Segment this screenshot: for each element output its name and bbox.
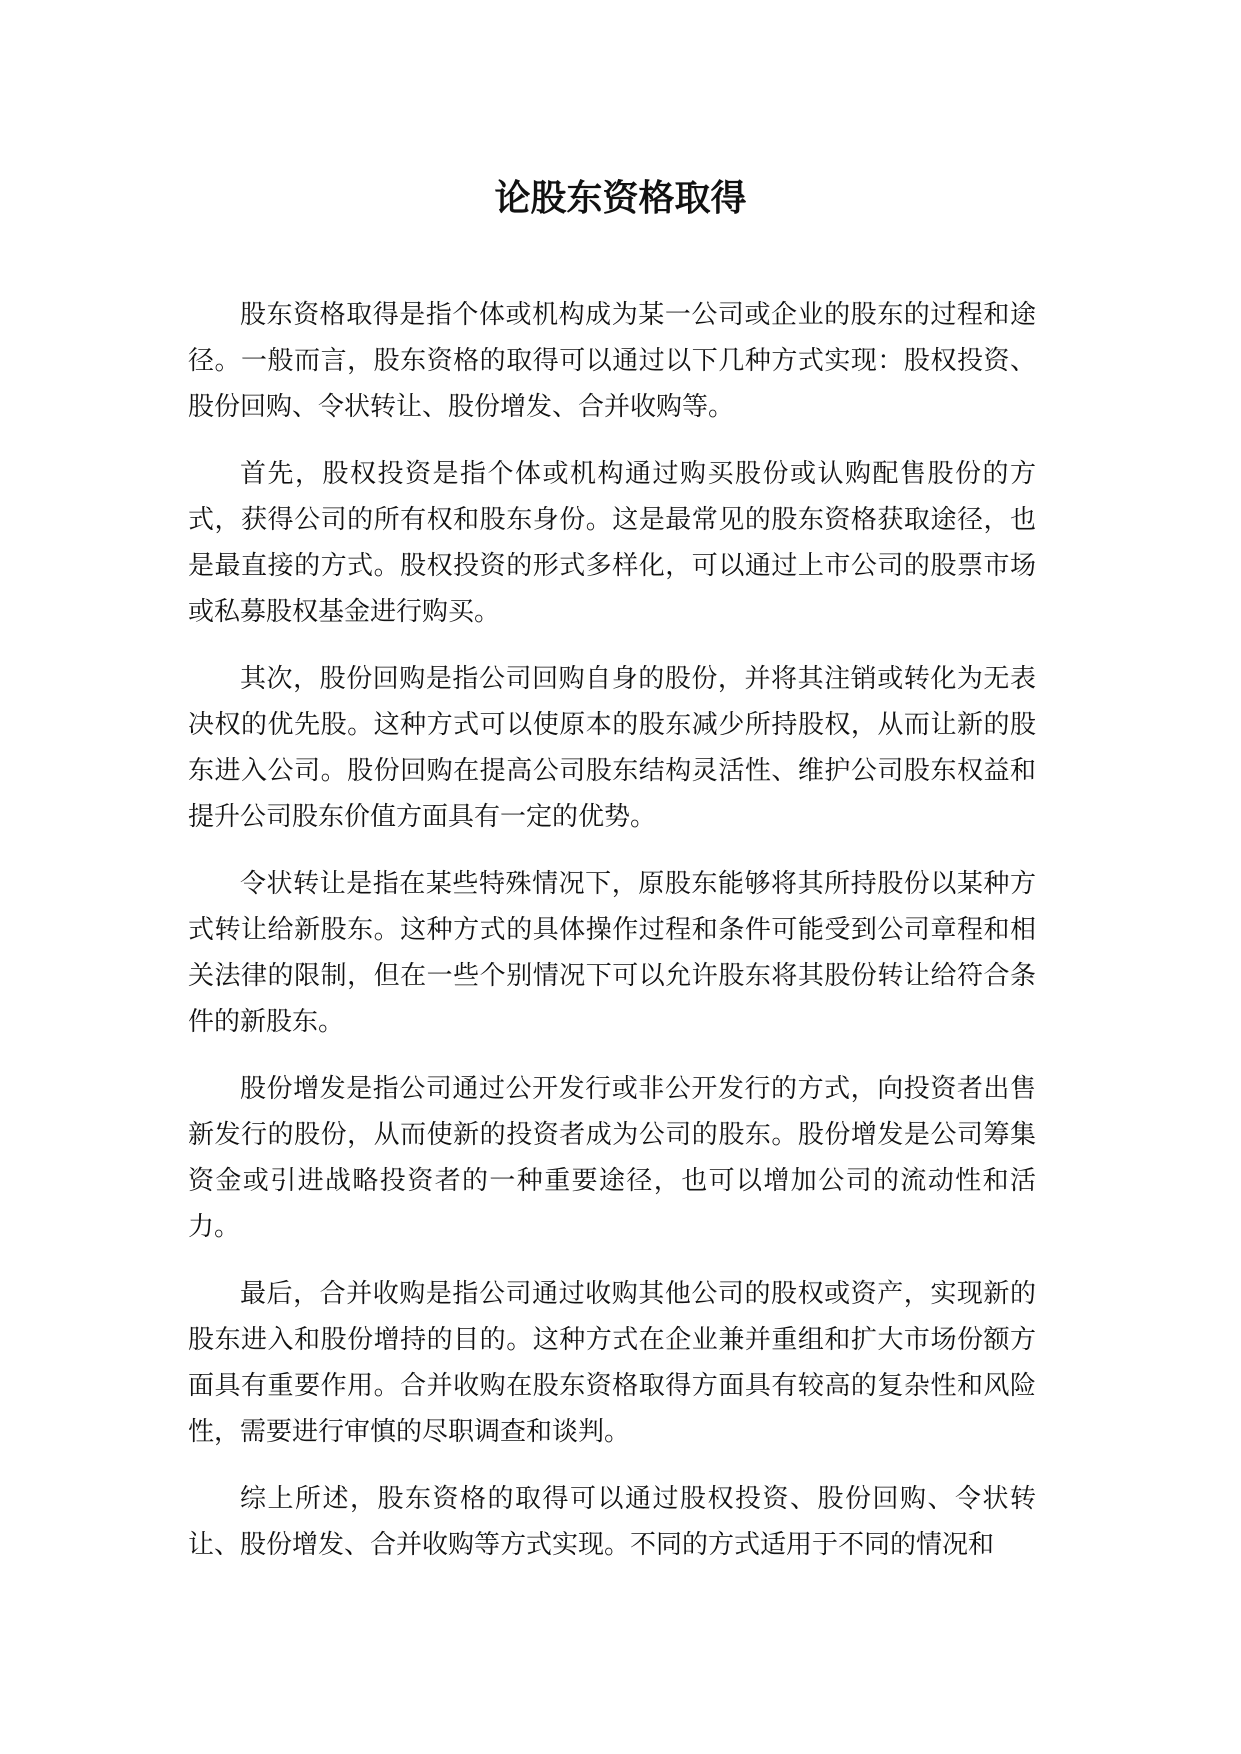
paragraph-writ-transfer: 令状转让是指在某些特殊情况下，原股东能够将其所持股份以某种方式转让给新股东。这种方式的具体操作过程和条件可能受到公司章程和相关法律的限制，但在一些个别情况下可以允许股东将其股份转让给符合条件的新股东。 xyxy=(188,869,1036,1037)
paragraph-equity-investment: 首先，股权投资是指个体或机构通过购买股份或认购配售股份的方式，获得公司的所有权和股东身份。这是最常见的股东资格获取途径，也是最直接的方式。股权投资的形式多样化，可以通过上市公司的股票市场或私募股权基金进行购买。 xyxy=(188,459,1036,627)
paragraph-summary: 综上所述，股东资格的取得可以通过股权投资、股份回购、令状转让、股份增发、合并收购等方式实现。不同的方式适用于不同的情况和 xyxy=(188,1484,1036,1560)
paragraph-intro: 股东资格取得是指个体或机构成为某一公司或企业的股东的过程和途径。一般而言，股东资格的取得可以通过以下几种方式实现：股权投资、股份回购、令状转让、股份增发、合并收购等。 xyxy=(188,300,1036,422)
paragraph-merger-acquisition: 最后，合并收购是指公司通过收购其他公司的股权或资产，实现新的股东进入和股份增持的目的。这种方式在企业兼并重组和扩大市场份额方面具有重要作用。合并收购在股东资格取得方面具有较高的复杂性和风险性，需要进行审慎的尽职调查和谈判。 xyxy=(188,1279,1036,1447)
paragraph-share-issuance: 股份增发是指公司通过公开发行或非公开发行的方式，向投资者出售新发行的股份，从而使新的投资者成为公司的股东。股份增发是公司筹集资金或引进战略投资者的一种重要途径，也可以增加公司的流动性和活力。 xyxy=(188,1074,1036,1242)
document-body xyxy=(188,292,1036,1589)
paragraph-share-repurchase: 其次，股份回购是指公司回购自身的股份，并将其注销或转化为无表决权的优先股。这种方式可以使原本的股东减少所持股权，从而让新的股东进入公司。股份回购在提高公司股东结构灵活性、维护公司股东权益和提升公司股东价值方面具有一定的优势。 xyxy=(188,664,1036,832)
document-title: 论股东资格取得 xyxy=(494,178,747,219)
